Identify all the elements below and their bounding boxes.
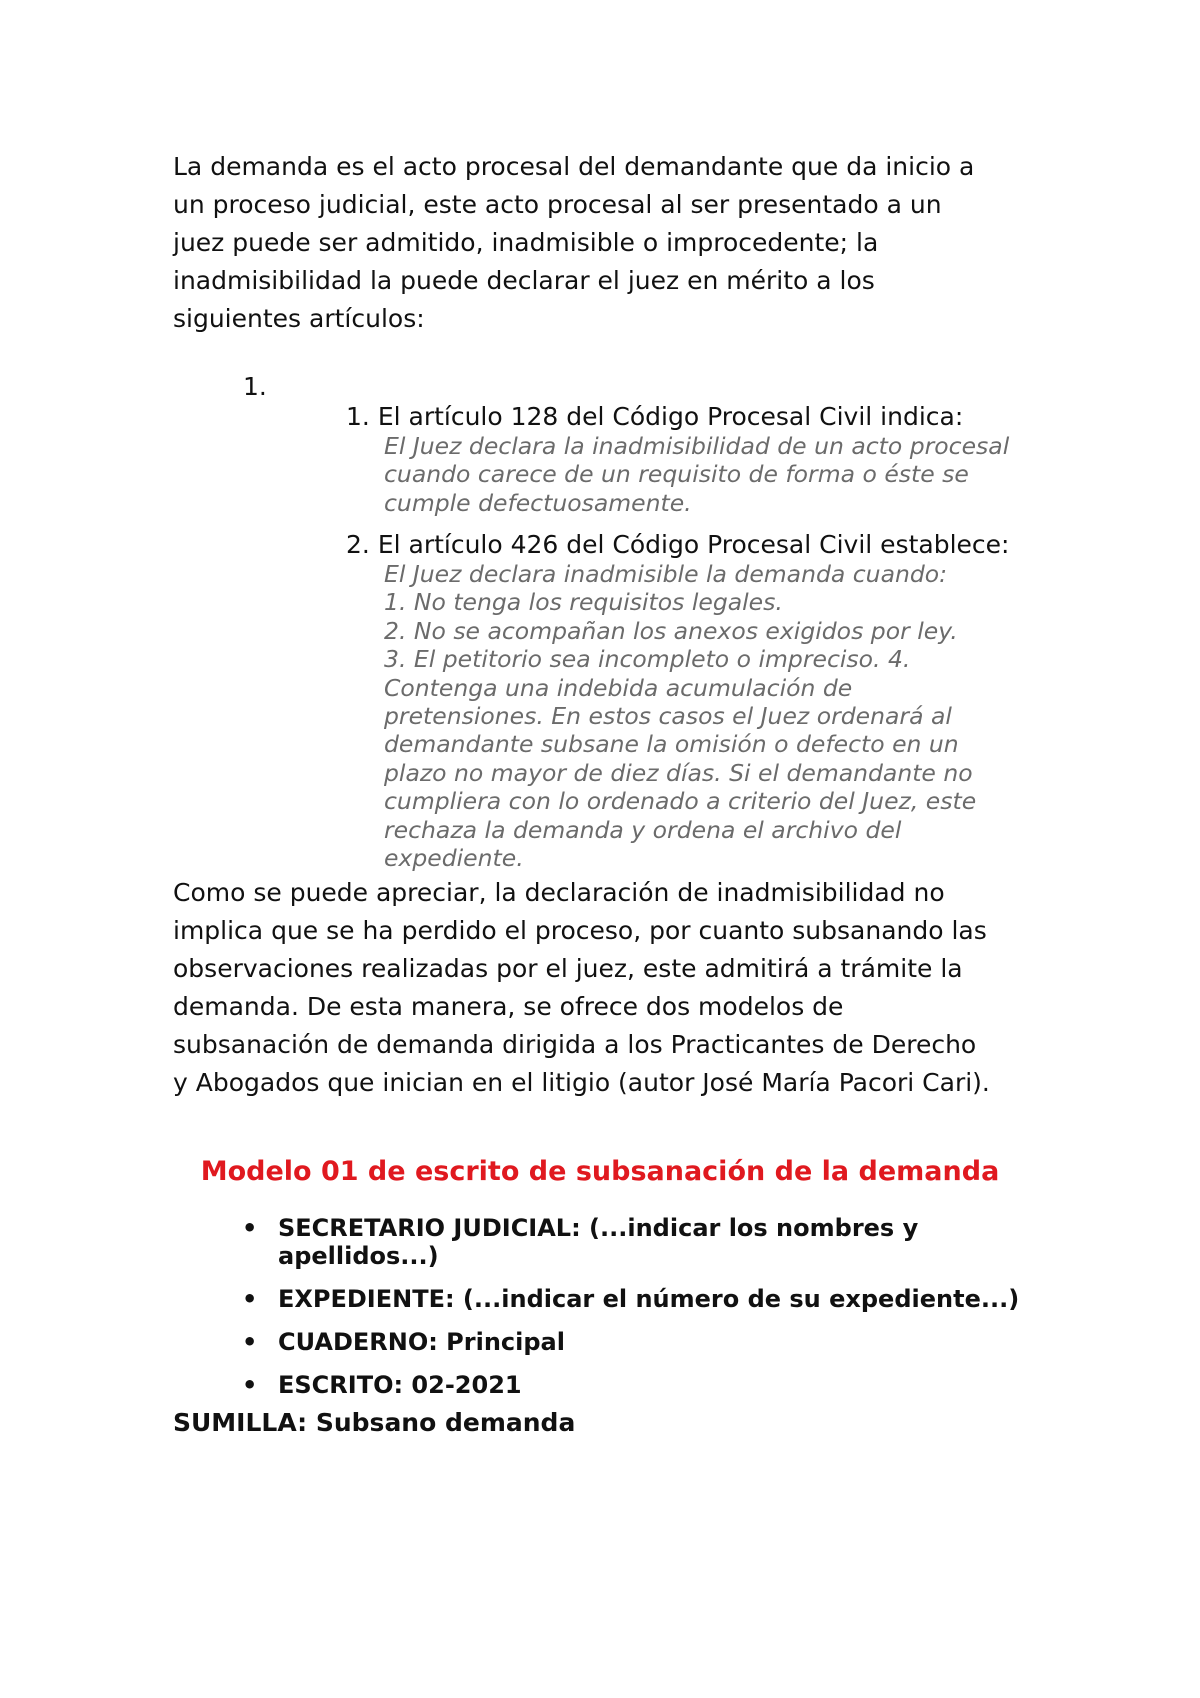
conclusion-line: implica que se ha perdido el proceso, por cuanto subsanando las (173, 916, 987, 945)
quote-line: 2. No se acompañan los anexos exigidos por ley. (384, 616, 958, 645)
intro-line: La demanda es el acto procesal del demandante que da inicio a (173, 152, 975, 181)
conclusion-line: y Abogados que inician en el litigio (autor José María Pacori Cari). (173, 1068, 990, 1097)
conclusion-line: Como se puede apreciar, la declaración de inadmisibilidad no (173, 878, 945, 907)
article-heading (346, 530, 1066, 560)
article-heading-text: El artículo 128 del Código Procesal Civil indica: (377, 402, 964, 431)
intro-line: siguientes artículos: (173, 304, 425, 333)
outer-list-number: 1. (243, 372, 267, 401)
article-426-item (346, 530, 1066, 872)
quote-line: rechaza la demanda y ordena el archivo del (384, 815, 902, 844)
article-heading (346, 402, 1066, 432)
conclusion-line: subsanación de demanda dirigida a los Practicantes de Derecho (173, 1030, 977, 1059)
quote-line: Contenga una indebida acumulación de (384, 673, 853, 702)
model-title: Modelo 01 de escrito de subsanación de la demanda (200, 1156, 1000, 1187)
quote-line: El Juez declara la inadmisibilidad de un acto procesal (384, 432, 1010, 460)
article-number: 2. (346, 530, 370, 559)
quote-line: demandante subsane la omisión o defecto en un (384, 730, 959, 759)
bullet-line: ESCRITO: 02-2021 (278, 1371, 522, 1399)
article-number: 1. (346, 402, 370, 431)
intro-line: inadmisibilidad la puede declarar el juez en mérito a los (173, 266, 875, 295)
intro-line: juez puede ser admitido, inadmisible o improcedente; la (173, 228, 879, 257)
article-128-item (346, 402, 1066, 517)
quote-line: cumpliera con lo ordenado a criterio del Juez, este (384, 787, 977, 816)
bullet-icon: • (242, 1371, 258, 1399)
quote-line: cuando carece de un requisito de forma o éste se (384, 460, 969, 489)
model-bullet-list (236, 1214, 1056, 1414)
quote-line: pretensiones. En estos casos el Juez ordenará al (384, 702, 952, 731)
bullet-line: SECRETARIO JUDICIAL: (...indicar los nombres y (278, 1214, 919, 1242)
article-heading-text: El artículo 426 del Código Procesal Civil establece: (377, 530, 1010, 559)
bullet-item-secretario (236, 1214, 1056, 1270)
bullet-icon: • (242, 1328, 258, 1356)
conclusion-line: demanda. De esta manera, se ofrece dos modelos de (173, 992, 844, 1021)
article-quote (384, 432, 1044, 517)
bullet-line: CUADERNO: Principal (278, 1328, 565, 1356)
bullet-line: EXPEDIENTE: (...indicar el número de su expediente...) (278, 1285, 1020, 1313)
bullet-line: apellidos...) (278, 1242, 439, 1270)
quote-line: cumple defectuosamente. (384, 488, 692, 517)
bullet-item-escrito (236, 1371, 1056, 1399)
bullet-icon: • (242, 1214, 258, 1242)
quote-line: 3. El petitorio sea incompleto o impreciso. 4. (384, 645, 911, 674)
sumilla-line: SUMILLA: Subsano demanda (173, 1408, 576, 1437)
bullet-item-expediente (236, 1285, 1056, 1313)
quote-line: El Juez declara inadmisible la demanda cuando: (384, 560, 948, 588)
quote-line: 1. No tenga los requisitos legales. (384, 588, 783, 617)
intro-paragraph (173, 148, 1053, 338)
quote-line: plazo no mayor de diez días. Si el demandante no (384, 758, 973, 787)
quote-line: expediente. (384, 844, 524, 873)
conclusion-paragraph (173, 874, 1053, 1102)
bullet-item-cuaderno (236, 1328, 1056, 1356)
bullet-icon: • (242, 1285, 258, 1313)
intro-line: un proceso judicial, este acto procesal al ser presentado a un (173, 190, 942, 219)
conclusion-line: observaciones realizadas por el juez, este admitirá a trámite la (173, 954, 963, 983)
article-quote (384, 560, 1044, 872)
